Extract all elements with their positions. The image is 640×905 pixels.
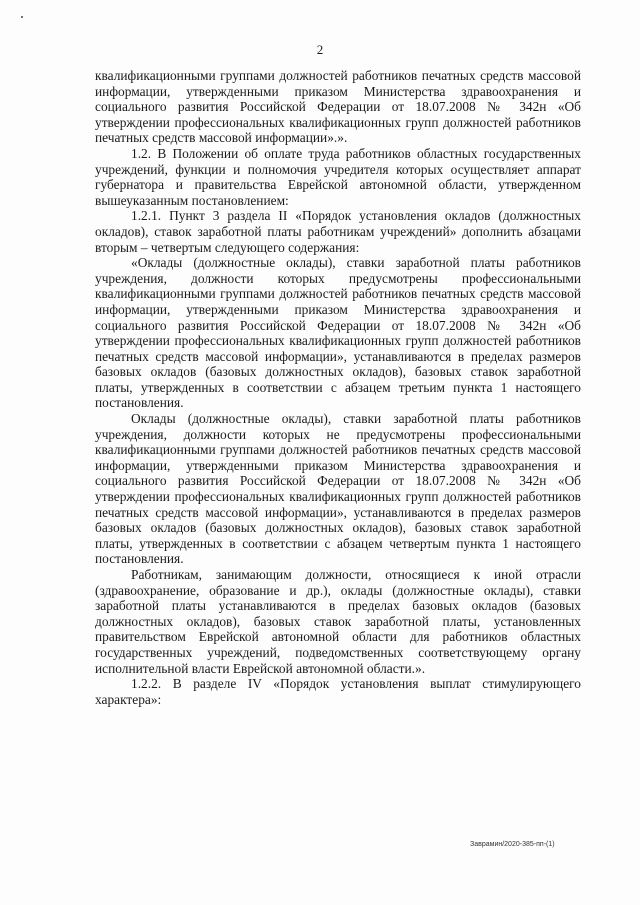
- scan-speck: [21, 16, 23, 18]
- paragraph-1-2-1: 1.2.1. Пункт 3 раздела II «Порядок установления окладов (должностных окладов), ставок заработной платы работникам учреждений» дополнить абзацами вторым – четвертым следующего содержания:: [95, 208, 581, 255]
- paragraph-quote-3: Работникам, занимающим должности, относящиеся к иной отрасли (здравоохранение, образование и др.), оклады (должностные оклады), ставки заработной платы устанавливаются в пределах базовых окладов (базовых должностных окладов), базовых ставок заработной платы, установленных правительством Еврейской автономной области для работников областных государственных учреждений, подведомственных соответствующему органу исполнительной власти Еврейской автономной области.».: [95, 567, 581, 676]
- paragraph-quote-1: «Оклады (должностные оклады), ставки заработной платы работников учреждения, должности которых предусмотрены профессиональными квалификационными группами должностей работников печатных средств массовой информации, утвержденными приказом Министерства здравоохранения и социального развития Российской Федерации от 18.07.2008 № 342н «Об утверждении профессиональных квалификационных групп должностей работников печатных средств массовой информации», устанавливаются в пределах размеров базовых окладов (базовых должностных окладов), базовых ставок заработной платы, утвержденных в соответствии с абзацем третьим пункта 1 настоящего постановления.: [95, 255, 581, 411]
- page-number: 2: [316, 42, 324, 57]
- paragraph-1-2: 1.2. В Положении об оплате труда работников областных государственных учреждений, функции и полномочия учредителя которых осуществляет аппарат губернатора и правительства Еврейской автономной области, утвержденном вышеуказанным постановлением:: [95, 145, 581, 208]
- document-body: [95, 68, 581, 707]
- paragraph-continuation: квалификационными группами должностей работников печатных средств массовой информации, утвержденными приказом Министерства здравоохранения и социального развития Российской Федерации от 18.07.2008 № 342н «Об утверждении профессиональных квалификационных групп должностей работников печатных средств массовой информации».».: [95, 68, 581, 146]
- footer-document-code: Заврамин/2020-385-пп-(1): [470, 841, 555, 848]
- paragraph-1-2-2: 1.2.2. В разделе IV «Порядок установления выплат стимулирующего характера»:: [95, 676, 581, 707]
- paragraph-quote-2: Оклады (должностные оклады), ставки заработной платы работников учреждения, должности которых не предусмотрены профессиональными квалификационными группами должностей работников печатных средств массовой информации, утвержденными приказом Министерства здравоохранения и социального развития Российской Федерации от 18.07.2008 № 342н «Об утверждении профессиональных квалификационных групп должностей работников печатных средств массовой информации», устанавливаются в пределах размеров базовых окладов (базовых должностных окладов), базовых ставок заработной платы, утвержденных в соответствии с абзацем четвертым пункта 1 настоящего постановления.: [95, 411, 581, 567]
